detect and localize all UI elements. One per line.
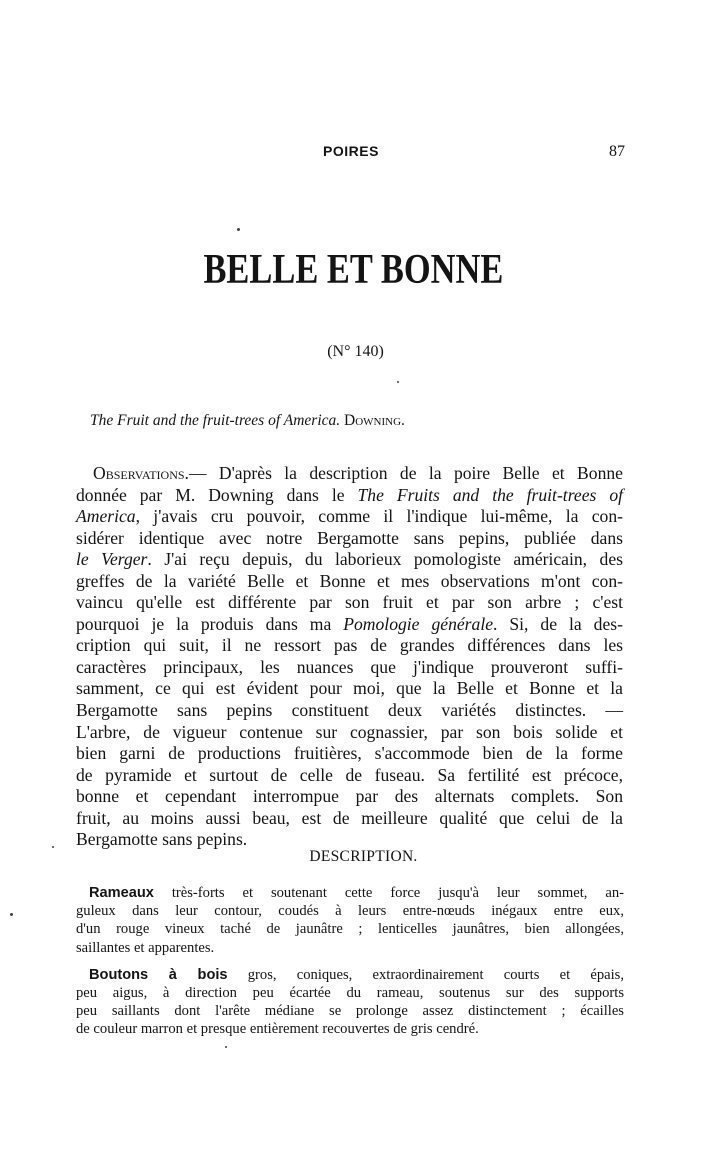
text-line [76,722,623,744]
text-run: — D'après la description de la poire Belle et Bonne [188,463,623,483]
text-line [76,743,623,765]
text-line [76,635,623,657]
scan-speck [52,846,54,848]
text-run: de pyramide et surtout de celle de fuseau. Sa fertilité est précoce, [76,764,623,785]
text-run: gros, coniques, extraordinairement courts et épais, [227,966,624,983]
variety-number: (N° 140) [327,343,384,360]
text-run: . J'ai reçu depuis, du laborieux pomologiste américain, des [147,549,623,570]
text-run: peu saillants dont l'arête médiane se prolonge assez distinctement ; écailles [76,1003,624,1020]
text-run: bien garni de productions fruitières, s'accommode bien de la forme [76,743,623,764]
text-line [76,549,623,571]
text-line [76,966,624,984]
text-run: , j'avais cru pouvoir, comme il l'indique lui-même, la con- [135,506,623,527]
text-run: pourquoi je la produis dans ma [76,613,344,634]
text-run: d'un rouge vineux taché de jaunâtre ; lenticelles jaunâtres, bien allongées, [76,921,624,938]
text-line [76,1002,624,1020]
rameaux-paragraph [76,884,624,957]
text-run: . Si, de la des- [493,613,623,634]
text-line [76,1020,624,1038]
text-line [76,786,623,808]
text-run: Bergamotte sans pepins constituent deux variétés distinctes. — [76,700,623,721]
page-number: 87 [609,143,625,160]
text-line [76,463,623,485]
text-line [76,920,624,938]
text-run: saillantes et apparentes. [76,939,215,956]
text-run: greffes de la variété Belle et Bonne et mes observations m'ont con- [76,570,623,591]
text-run: peu aigus, à direction peu écartée du rameau, soutenus sur des supports [76,985,624,1002]
text-line [76,984,624,1002]
running-title: POIRES [323,143,379,159]
text-line [76,939,624,957]
text-line [76,808,623,830]
text-run: caractères principaux, les nuances que j'indique prouveront suffi- [76,656,623,677]
italic-title: America [76,506,136,527]
text-line [76,765,623,787]
text-run: très-forts et soutenant cette force jusqu'à leur sommet, an- [153,885,624,901]
text-run: donnée par M. Downing dans le [76,484,358,505]
italic-title: le Verger [76,549,148,570]
italic-title: The Fruits and the fruit-trees of [357,484,624,505]
description-section [76,884,624,1048]
scan-speck [397,381,399,383]
text-line [76,657,623,679]
text-line [76,571,623,593]
running-head [77,143,625,165]
bibliographic-reference [90,412,405,430]
text-run: samment, ce qui est évident pour moi, que la Belle et Bonne et la [76,678,623,699]
text-run: Bergamotte sans pepins. [76,829,248,850]
text-run: cription qui suit, il ne ressort pas de grandes différences dans les [76,635,623,656]
observations-label: Observations. [93,463,189,483]
text-line [76,678,623,700]
boutons-paragraph [76,966,624,1039]
text-run: fruit, au moins aussi beau, est de meilleure qualité que celui de la [76,807,623,828]
text-line [76,506,623,528]
scan-speck [225,1046,227,1048]
scan-speck [237,228,240,231]
text-run: L'arbre, de vigueur contenue sur cognassier, par son bois solide et [76,721,623,742]
scan-speck [10,913,13,916]
term-label: Rameaux [89,885,154,901]
italic-title: Pomologie générale [343,613,494,634]
description-heading: DESCRIPTION. [309,848,418,865]
variety-title: BELLE ET BONNE [203,247,504,293]
text-run: bonne et cependant interrompue par des alternats complets. Son [76,786,623,807]
text-run: vaincu qu'elle est différente par son fruit et par son arbre ; c'est [76,592,623,613]
text-line [76,902,624,920]
observations-paragraph [76,463,623,851]
text-line [76,884,624,902]
text-run: sidérer identique avec notre Bergamotte sans pepins, publiée dans [76,527,623,548]
term-label: Boutons à bois [89,966,228,983]
text-line [76,700,623,722]
text-run: de couleur marron et presque entièrement recouvertes de gris cendré. [76,1021,479,1038]
text-line [76,528,623,550]
text-line [76,614,623,636]
text-line [76,485,623,507]
text-run: guleux dans leur contour, coudés à leurs entre-nœuds inégaux entre eux, [76,903,624,920]
reference-work-title: The Fruit and the fruit-trees of America. [90,412,341,429]
text-line [76,592,623,614]
reference-author: Downing. [344,412,405,429]
